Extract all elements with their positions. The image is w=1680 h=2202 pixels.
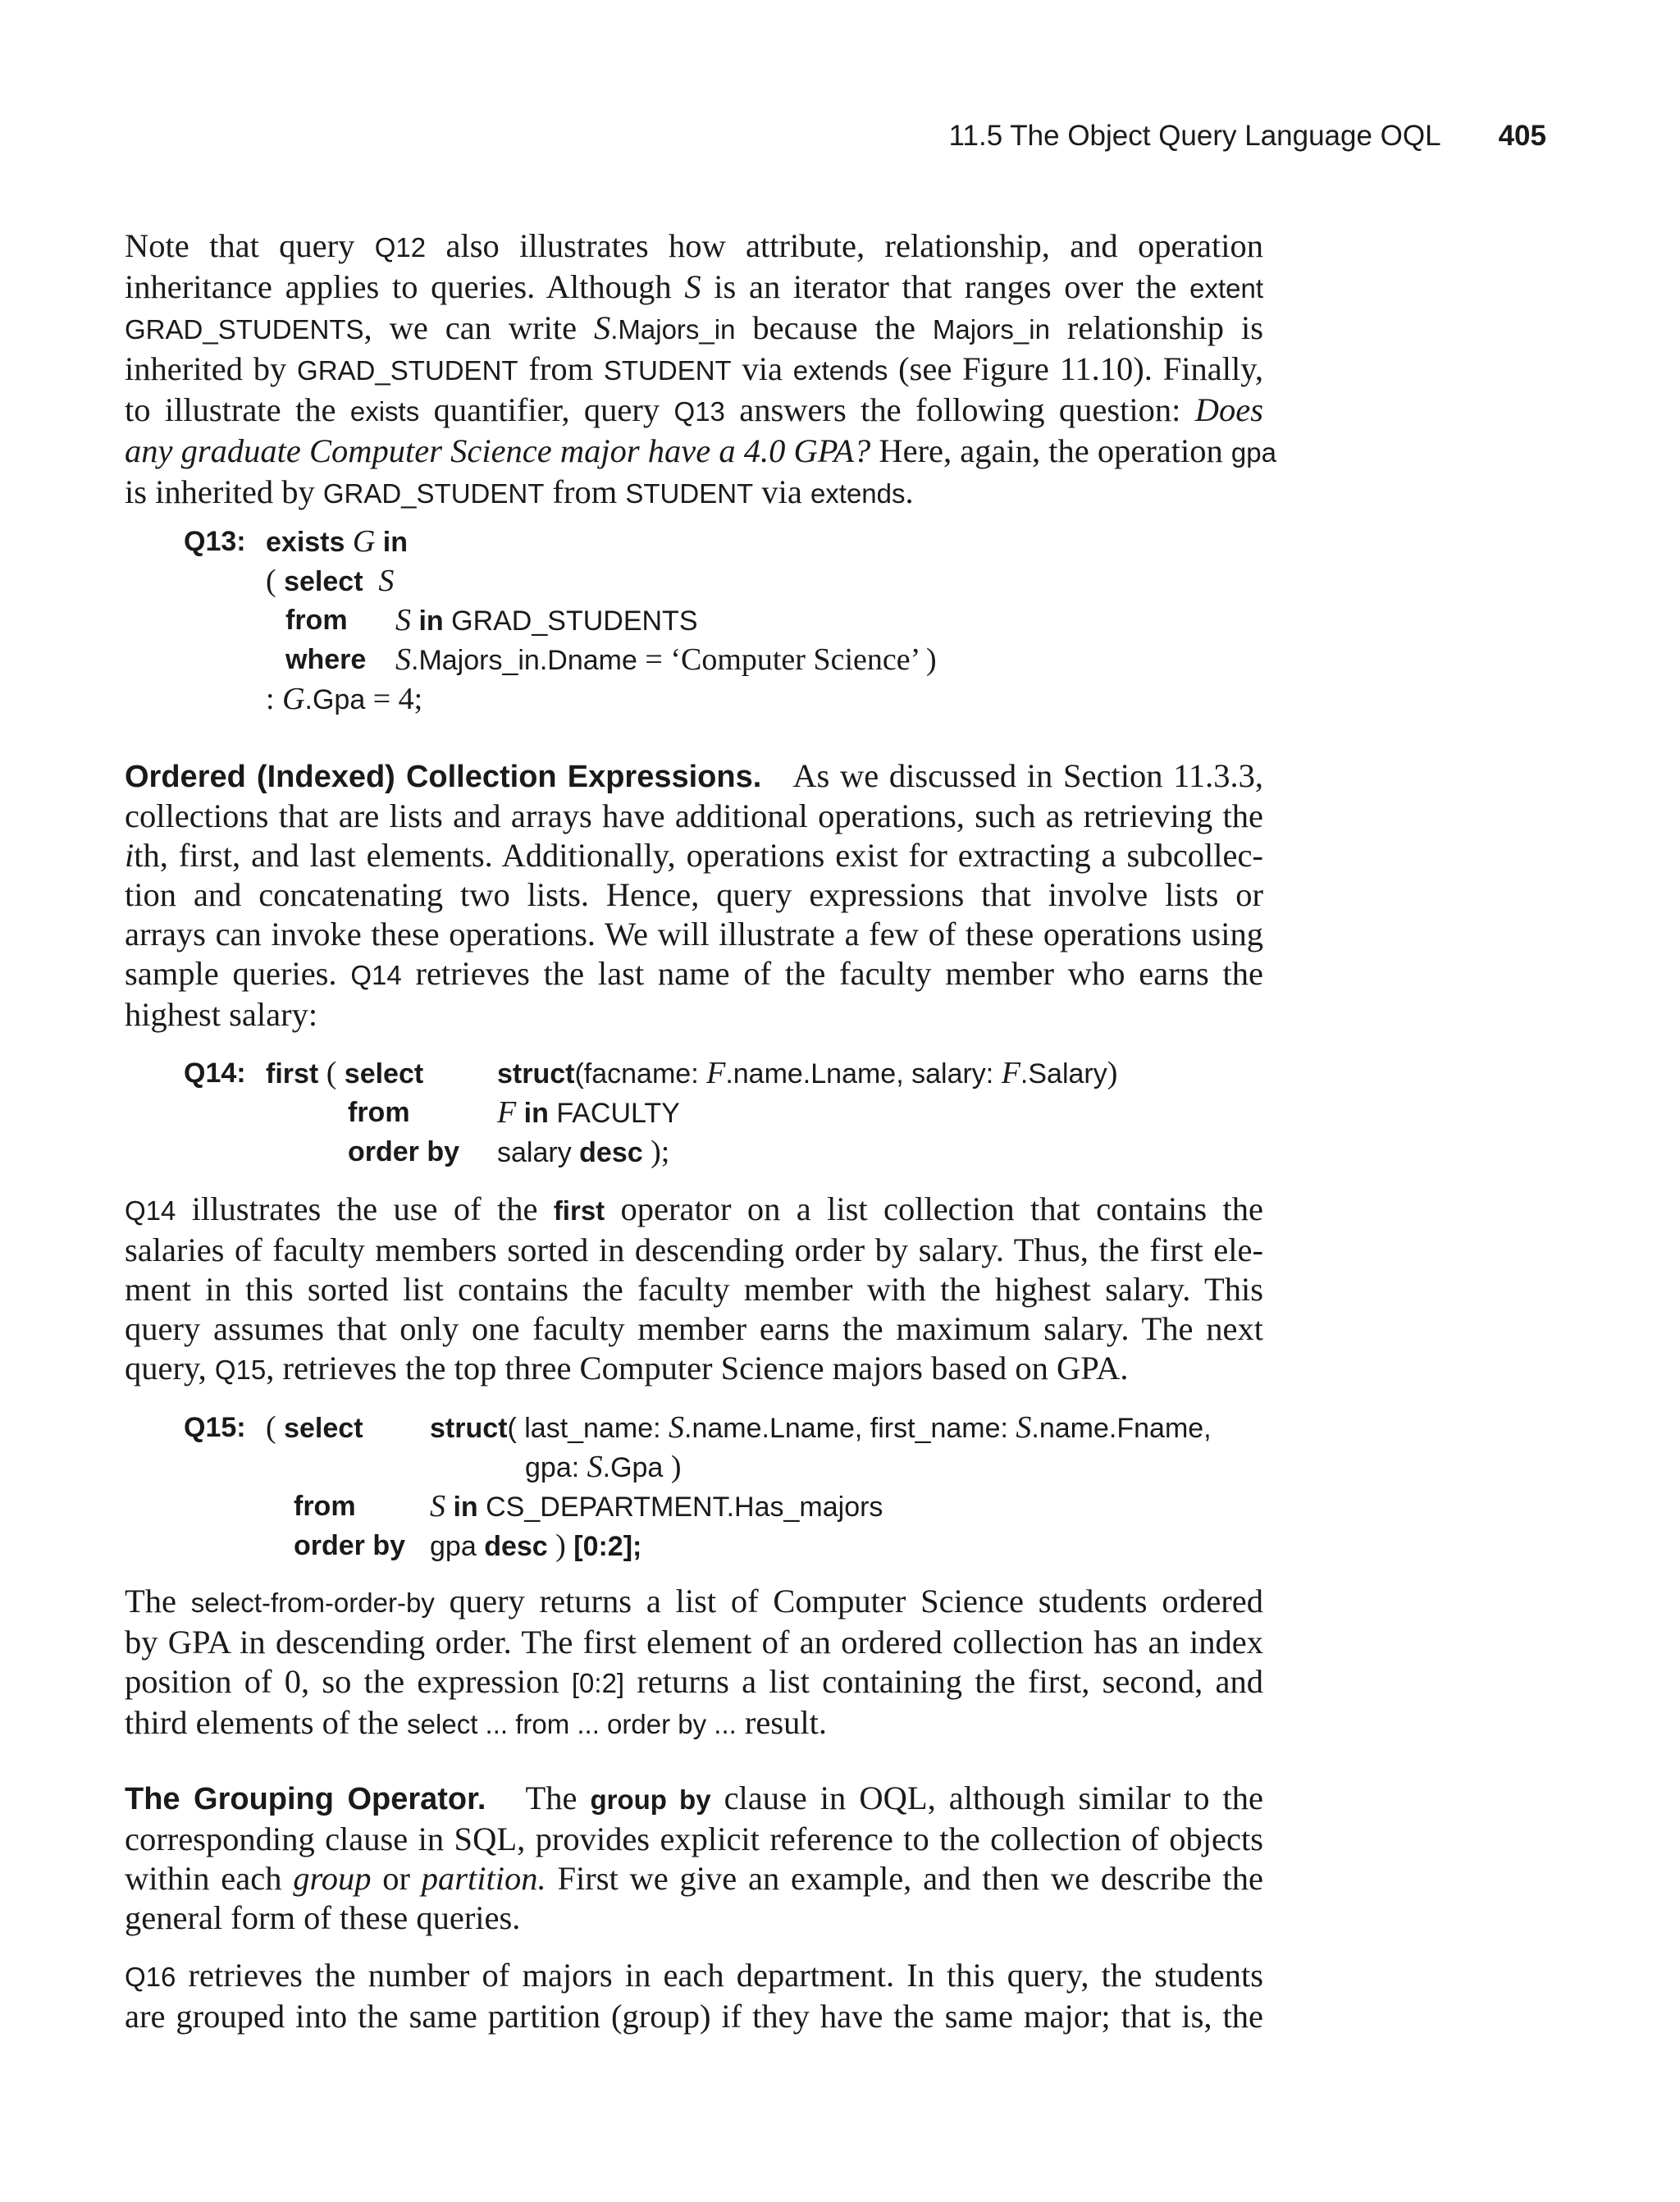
text-line: is inherited by GRAD_STUDENT from STUDENT via extends. <box>125 473 914 510</box>
text-line: ith, first, and last elements. Additionally, operations exist for extracting a subcollec- <box>125 837 1263 874</box>
code-line: : G.Gpa = 4; <box>266 682 423 716</box>
code-line: Q15: ( select struct( last_name: S.name.Lname, first_name: S.name.Fname, <box>184 1410 1212 1445</box>
text-line: inherited by GRAD_STUDENT from STUDENT via extends (see Figure 11.10). Finally, <box>125 350 1263 387</box>
code-line: ( select S <box>266 564 395 598</box>
text-line: are grouped into the same partition (group) if they have the same major; that is, the <box>125 1998 1263 2035</box>
text-line: to illustrate the exists quantifier, query Q13 answers the following question: Does <box>125 391 1264 428</box>
text-line: Q16 retrieves the number of majors in each department. In this query, the students <box>125 1957 1263 1994</box>
text-line: inheritance applies to queries. Although S is an iterator that ranges over the extent <box>125 268 1263 305</box>
text-line: corresponding clause in SQL, provides explicit reference to the collection of objects <box>125 1821 1263 1857</box>
text-line: arrays can invoke these operations. We will illustrate a few of these operations using <box>125 916 1263 953</box>
text-line: any graduate Computer Science major have a 4.0 GPA? Here, again, the operation gpa <box>125 432 1276 469</box>
code-line: order by salary desc ); <box>348 1135 670 1169</box>
code-block-q13 <box>184 522 1250 719</box>
text-line: general form of these queries. <box>125 1899 521 1936</box>
code-line: where S.Majors_in.Dname = ‘Computer Science’ ) <box>285 642 937 677</box>
code-line: Q13: exists G in <box>184 524 408 559</box>
paragraph-inheritance <box>125 226 1276 514</box>
code-line: from S in CS_DEPARTMENT.Has_majors <box>294 1489 883 1524</box>
text-line: The Grouping Operator. The group by clause in OQL, although similar to the <box>125 1779 1264 1816</box>
running-head <box>902 120 1546 153</box>
text-line: highest salary: <box>125 996 318 1033</box>
text-line: The select-from-order-by query returns a list of Computer Science students ordered <box>125 1583 1264 1620</box>
text-line: position of 0, so the expression [0:2] returns a list containing the first, second, and <box>125 1663 1263 1700</box>
code-line: from S in GRAD_STUDENTS <box>285 603 698 637</box>
text-line: Q14 illustrates the use of the first operator on a list collection that contains the <box>125 1190 1263 1227</box>
text-line: Ordered (Indexed) Collection Expressions. As we discussed in Section 11.3.3, <box>125 757 1264 794</box>
code-line: Q14: first ( select struct(facname: F.name.Lname, salary: F.Salary) <box>184 1056 1118 1090</box>
page-number: 405 <box>1498 120 1546 152</box>
text-line: within each group or partition. First we give an example, and then we describe the <box>125 1860 1263 1897</box>
section-heading: Ordered (Indexed) Collection Expressions. <box>125 760 762 794</box>
text-line: sample queries. Q14 retrieves the last name of the faculty member who earns the <box>125 955 1263 992</box>
text-line: Note that query Q12 also illustrates how attribute, relationship, and operation <box>125 227 1263 264</box>
code-line: from F in FACULTY <box>348 1095 680 1130</box>
text-line: salaries of faculty members sorted in descending order by salary. Thus, the first ele- <box>125 1231 1263 1268</box>
section-heading: The Grouping Operator. <box>125 1782 486 1816</box>
paragraph-grouping-operator <box>125 1779 1263 1938</box>
paragraph-select-from-order-by <box>125 1582 1263 1744</box>
text-line: third elements of the select ... from ... order by ... result. <box>125 1704 828 1741</box>
paragraph-q16 <box>125 1956 1263 2036</box>
code-block-q15 <box>184 1408 1250 1565</box>
text-line: query, Q15, retrieves the top three Computer Science majors based on GPA. <box>125 1350 1129 1387</box>
text-line: query assumes that only one faculty member earns the maximum salary. The next <box>125 1310 1263 1347</box>
text-line: collections that are lists and arrays have additional operations, such as retrieving the <box>125 797 1263 834</box>
code-line: gpa: S.Gpa ) <box>525 1450 682 1484</box>
code-block-q14 <box>184 1053 1250 1172</box>
text-line: tion and concatenating two lists. Hence, query expressions that involve lists or <box>125 876 1263 913</box>
text-line: ment in this sorted list contains the faculty member with the highest salary. This <box>125 1271 1263 1308</box>
code-line: order by gpa desc ) [0:2]; <box>294 1528 642 1563</box>
paragraph-first-operator <box>125 1190 1263 1390</box>
text-line: GRAD_STUDENTS, we can write S.Majors_in because the Majors_in relationship is <box>125 309 1263 346</box>
text-line: by GPA in descending order. The first element of an ordered collection has an index <box>125 1624 1263 1661</box>
running-title: 11.5 The Object Query Language OQL <box>948 120 1441 152</box>
paragraph-ordered-collections <box>125 756 1263 1035</box>
